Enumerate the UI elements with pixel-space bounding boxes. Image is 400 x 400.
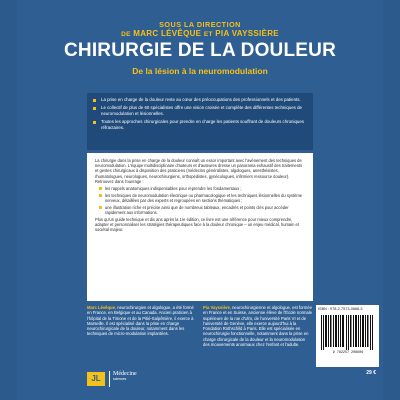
highlight-item: La prise en charge de la douleur reste au cœur des préoccupations des professionnels et des patients. <box>93 97 307 103</box>
description-bullet: les rappels anatomiques indispensables pour reprendre les fondamentaux ; <box>105 186 305 191</box>
description-bullet: une illustration riche et précise ainsi que de nombreux tableaux, encadrés et points clés pour accéder rapidement aux informations. <box>105 205 305 215</box>
editors-line <box>17 29 383 38</box>
author-bio-text: , neurochirurgienne et algologue, est formée en France et en Suisse, ancienne élève de l'École normale supérieure de la rue d'Ulm, de l'université Paris VI et de l'université de Genève, elle exerce aujourd'hui à la Fondation Rothschild à Paris. Elle est spécialisée en neurochirurgie fonctionnelle, notamment dans la prise en charge chirurgicale de la douleur et la neuromodulation des mouvements anormaux chez l'enfant et l'adulte. <box>203 305 313 348</box>
editor-name-2: PIA VAYSSIÈRE <box>215 29 279 38</box>
price-label: 29 € <box>366 370 376 376</box>
imprint-logo <box>113 371 137 381</box>
author-name: Marc Lévêque <box>87 305 115 310</box>
highlight-item: Le collectif de plus de 60 spécialistes offre une vision croisée et complète des différentes techniques de neuromodulation et lésionnelles. <box>93 105 307 116</box>
cover-header <box>17 0 383 90</box>
imprint-name: Médecine <box>113 371 137 377</box>
imprint-sub: sciences <box>113 377 127 381</box>
author-bio-right <box>203 305 313 361</box>
isbn-label: ISBN : 978-2-7573-0668-3 <box>318 307 363 311</box>
publisher-logo-icon: JL <box>87 372 105 386</box>
description-box <box>87 153 313 301</box>
barcode-box <box>316 305 379 367</box>
author-name: Pia Vayssière <box>203 305 230 310</box>
editors-and: ET <box>203 31 213 38</box>
description-bullet: les techniques de neuromodulation électrique ou pharmacologique et les techniques lésionnelles du système nerveux, détaillées par des experts et regroupées en sections thématiques ; <box>105 193 305 203</box>
author-bio-left <box>87 305 197 361</box>
publisher-logos <box>87 366 207 390</box>
highlights-box <box>87 93 313 150</box>
description-outro: Plus qu'un guide technique et dix ans après la 1re édition, ce livre est une référence pour mieux comprendre, adapter et personnaliser les stratégies thérapeutiques face à la douleur chronique – un enjeu médical, humain et sociétal majeur. <box>95 217 299 233</box>
highlight-item: Toutes les approches chirurgicales pour prendre en charge les patients souffrant de douleurs chroniques réfractaires. <box>93 119 307 130</box>
book-subtitle: De la lésion à la neuromodulation <box>132 66 268 76</box>
book-title: CHIRURGIE DE LA DOULEUR <box>63 40 336 61</box>
description-list <box>95 186 305 215</box>
barcode-number: 9 782257 206606 <box>332 351 364 355</box>
logo-divider <box>109 371 110 387</box>
barcode-icon <box>319 315 377 350</box>
editor-name-1: MARC LÉVÊQUE <box>133 29 202 38</box>
editors-prefix: DE <box>121 31 131 38</box>
author-bios <box>87 305 313 361</box>
author-bio-text: , neurochirurgien et algologue, a été formé en France, en Belgique et au Canada. Ancien praticien à l'hôpital de la Timone et de la Pitié-Salpêtrière, il exerce à Marseille. Il est spécialisé dans la prise en charge neurochirurgicale de la douleur, notamment dans les techniques de micro-modulation implantées. <box>87 305 194 337</box>
description-intro: La chirurgie dans la prise en charge de la douleur connaît un essor important avec l'avènement des techniques de neuromodulation. L'équipe multidisciplinaire d'auteurs et d'auteures dresse un panorama exhaustif des traitements et gestes chirurgicaux à disposition des praticiens (médecins généralistes, algologues, anesthésistes, rhumatologues, neurologues, neurochirurgiens, orthopédistes, gynécologues, infirmiers ressource douleur). Retrouvez dans l'ouvrage : <box>95 158 303 184</box>
direction-label: SOUS LA DIRECTION <box>159 20 241 29</box>
